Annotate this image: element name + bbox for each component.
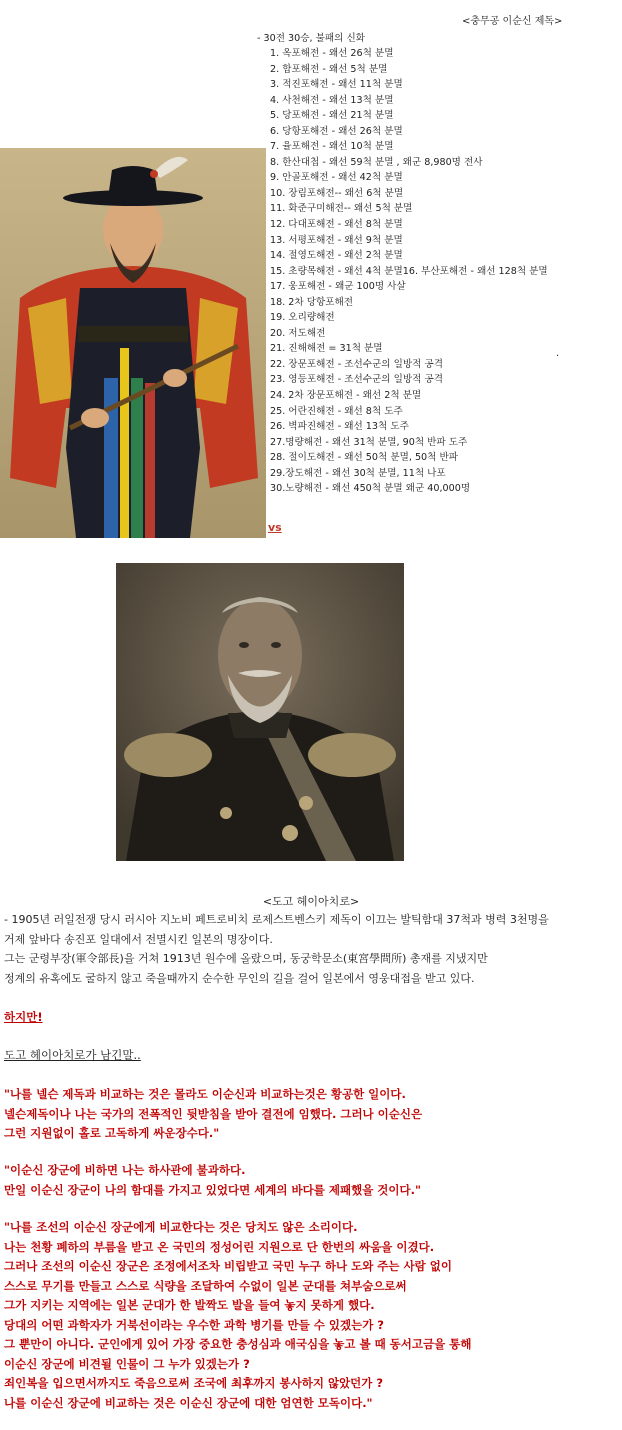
quote-line: "이순신 장군에 비하면 나는 하사관에 불과하다. — [4, 1163, 246, 1177]
quote-block-2 — [4, 1161, 421, 1200]
quote-line: 나를 이순신 장군에 비교하는 것은 이순신 장군에 대한 엄연한 모독이다." — [4, 1395, 373, 1410]
list-item: 24. 2차 장문포해전 - 왜선 2척 분멸 — [270, 390, 422, 402]
quote-line: 넬슨제독이나 나는 국가의 전폭적인 뒷받침을 받아 결전에 임했다. 그러나 이순신은 — [4, 1106, 423, 1121]
list-item: 14. 절영도해전 - 왜선 2척 분멸 — [270, 250, 403, 262]
list-item: 22. 장문포해전 - 조선수군의 일방적 공격 — [270, 358, 443, 370]
quote-line: 죄인복을 입으면서까지도 죽음으로써 조국에 최후까지 봉사하지 않았던가 ? — [4, 1376, 384, 1390]
list-item: 26. 벽파진해전 - 왜선 13척 도주 — [270, 421, 409, 433]
quote-line: "나를 넬슨 제독과 비교하는 것은 몰라도 이순신과 비교하는것은 황공한 일이다. — [4, 1087, 406, 1101]
list-item: 8. 한산대첩 - 왜선 59척 분멸 , 왜군 8,980명 전사 — [270, 156, 483, 168]
bio-line: - 1905년 러일전쟁 당시 러시아 지노비 페트로비치 로제스트벤스키 제독이 이끄는 발틱함대 37척과 병력 3천명을 — [4, 913, 549, 926]
togo-bio — [4, 910, 622, 988]
list-item: 1. 옥포해전 - 왜선 26척 분멸 — [270, 48, 394, 59]
list-item: 9. 안골포해전 - 왜선 42척 분멸 — [270, 172, 403, 184]
list-item: 19. 오리량해전 — [270, 312, 335, 324]
list-item: 10. 장림포해전-- 왜선 6척 분멸 — [270, 187, 404, 199]
list-item: 11. 화준구미해전-- 왜선 5척 분멸 — [270, 203, 413, 215]
quote-line: 스스로 무기를 만들고 스스로 식량을 조달하여 수없이 일본 군대를 쳐부숨으로써 — [4, 1278, 407, 1293]
togo-caption: <도고 헤이아치로> — [262, 895, 360, 908]
list-item: 2. 합포해전 - 왜선 5척 분멸 — [270, 63, 388, 75]
list-item: 21. 진해해전 = 31척 분멸 — [270, 343, 383, 355]
list-item: 27.명량해전 - 왜선 31척 분멸, 90척 반파 도주 — [270, 436, 468, 448]
quote-line: "나를 조선의 이순신 장군에게 비교한다는 것은 당치도 않은 소리이다. — [4, 1220, 358, 1234]
list-item: 4. 사천해전 - 왜선 13척 분멸 — [270, 94, 394, 106]
quote-line: 만일 이순신 장군이 나의 함대를 가지고 있었다면 세계의 바다를 제패했을 것이다." — [4, 1182, 421, 1197]
quote-block-3 — [4, 1218, 471, 1413]
list-item: 3. 적진포해전 - 왜선 11척 분멸 — [270, 79, 403, 91]
list-item: 6. 당항포해전 - 왜선 26척 분멸 — [270, 125, 403, 137]
quote-block-1 — [4, 1085, 422, 1144]
battle-list — [270, 46, 620, 497]
list-item: 5. 당포해전 - 왜선 21척 분멸 — [270, 110, 394, 122]
stray-dot: . — [556, 348, 560, 359]
list-item: 17. 웅포해전 - 왜군 100명 사살 — [270, 281, 406, 293]
bio-line: 그는 군령부장(軍令部長)을 거쳐 1913년 원수에 올랐으며, 동궁학문소(東宮學問所) 총재를 지냈지만 — [4, 952, 488, 965]
bio-line: 정계의 유혹에도 굴하지 않고 죽을때까지 순수한 무인의 길을 걸어 일본에서 영웅대접을 받고 있다. — [4, 971, 475, 985]
vs-link[interactable]: vs — [268, 521, 282, 534]
quote-line: 당대의 어떤 과학자가 거북선이라는 우수한 과학 병기를 만들 수 있겠는가 ? — [4, 1317, 384, 1332]
bio-line: 거제 앞바다 송진포 일대에서 전멸시킨 일본의 명장이다. — [4, 932, 273, 946]
list-item: 20. 저도해전 — [270, 327, 326, 339]
list-item: 28. 절이도해전 - 왜선 50척 분멸, 50척 반파 — [270, 452, 459, 464]
words-title: 도고 헤이아치로가 남긴말.. — [4, 1048, 141, 1062]
quote-line: 이순신 장군에 비견될 인물이 그 누가 있겠는가 ? — [4, 1356, 250, 1371]
list-item: 25. 어란진해전 - 왜선 8척 도주 — [270, 405, 403, 417]
however-heading: 하지만! — [4, 1010, 43, 1024]
list-item: 29.장도해전 - 왜선 30척 분멸, 11척 나포 — [270, 467, 446, 479]
quote-line: 나는 천황 폐하의 부름을 받고 온 국민의 정성어린 지원으로 단 한번의 싸움을 이겼다. — [4, 1239, 435, 1254]
list-item: 12. 다대포해전 - 왜선 8척 분멸 — [270, 219, 403, 231]
list-item: 13. 서평포해전 - 왜선 9척 분멸 — [270, 234, 403, 246]
yi-sun-sin-portrait — [0, 148, 266, 538]
list-item: 23. 영등포해전 - 조선수군의 일방적 공격 — [270, 374, 443, 386]
list-subtitle: - 30전 30승, 불패의 신화 — [257, 33, 365, 44]
quote-line: 그런 지원없이 홀로 고독하게 싸운장수다." — [4, 1126, 220, 1140]
list-item: 18. 2차 당항포해전 — [270, 296, 354, 308]
quote-line: 그러나 조선의 이순신 장군은 조정에서조차 비립받고 국민 누구 하나 도와 주는 사람 없이 — [4, 1259, 452, 1273]
quote-line: 그가 지키는 지역에는 일본 군대가 한 발짝도 발을 들여 놓지 못하게 했다. — [4, 1298, 375, 1312]
list-item: 30.노량해전 - 왜선 450척 분멸 왜군 40,000명 — [270, 483, 471, 495]
yi-sun-sin-caption: <충무공 이순신 제독> — [462, 16, 563, 27]
togo-portrait — [116, 563, 404, 861]
quote-line: 그 뿐만이 아니다. 군인에게 있어 가장 중요한 충성심과 애국심을 놓고 볼 때 동서고금을 통해 — [4, 1337, 472, 1351]
list-item: 7. 율포해전 - 왜선 10척 분멸 — [270, 141, 394, 153]
list-item: 15. 초량목해전 - 왜선 4척 분멸16. 부산포해전 - 왜선 128척 분멸 — [270, 265, 548, 277]
